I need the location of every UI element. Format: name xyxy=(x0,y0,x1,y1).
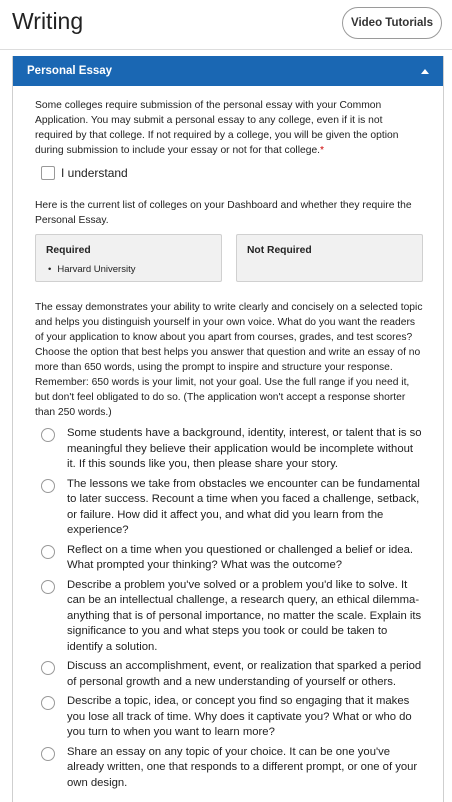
prompt-option-6[interactable] xyxy=(35,694,423,741)
personal-essay-panel xyxy=(12,56,444,802)
prompt-text[interactable]: Share an essay on any topic of your choice. It can be one you've already written, one that responds to a different prompt, or one of your own design. xyxy=(67,745,418,789)
not-required-box xyxy=(236,234,423,282)
required-box xyxy=(35,234,222,282)
required-college-list xyxy=(46,262,211,277)
college-requirement-boxes xyxy=(35,234,423,282)
panel-body xyxy=(13,86,443,791)
prompt-radio[interactable] xyxy=(41,479,55,493)
intro-text-content: Some colleges require submission of the personal essay with your Common Application. You may submit a personal essay to any college, even if it is not required by that college. If not required by a college, you will be given the option during submission to include your essay or not for that college. xyxy=(35,100,399,156)
header-divider xyxy=(0,49,452,50)
acknowledge-label[interactable]: I understand xyxy=(61,165,128,180)
essay-description: The essay demonstrates your ability to write clearly and concisely on a selected topic and helps you distinguish yourself in your own voice. What do you want the readers of your application to know about you apart from courses, grades, and test scores? Choose the option that best helps you answer that question and write an essay of no more than 650 words, using the prompt to inspire and structure your response. Remember: 650 words is your limit, not your goal. Use the full range if you need it, but don't feel obligated to do so. (The application won't accept a response shorter than 250 words.) xyxy=(35,302,423,418)
acknowledge-checkbox[interactable] xyxy=(41,166,55,180)
acknowledge-row[interactable] xyxy=(35,164,423,182)
prompt-option-2[interactable] xyxy=(35,477,423,539)
prompt-radio[interactable] xyxy=(41,545,55,559)
prompt-option-1[interactable] xyxy=(35,426,423,473)
page-header xyxy=(0,0,452,46)
prompt-text[interactable]: Reflect on a time when you questioned or challenged a belief or idea. What prompted your thinking? What was the outcome? xyxy=(67,543,414,571)
prompt-radio[interactable] xyxy=(41,580,55,594)
prompt-radio[interactable] xyxy=(41,428,55,442)
prompt-text[interactable]: The lessons we take from obstacles we encounter can be fundamental to later success. Recount a time when you faced a challenge, setback, or failure. How did it affect you, and what did you learn from the experience? xyxy=(67,477,420,536)
prompt-text[interactable]: Describe a topic, idea, or concept you find so engaging that it makes you lose all track of time. Why does it captivate you? What or who do you turn to when you want to learn more? xyxy=(67,695,412,738)
video-tutorials-button[interactable]: Video Tutorials xyxy=(342,7,442,39)
required-star: * xyxy=(320,145,325,156)
prompt-radio[interactable] xyxy=(41,696,55,710)
required-box-title: Required xyxy=(46,245,91,256)
prompt-options xyxy=(35,426,423,791)
intro-text xyxy=(35,98,423,158)
prompt-option-5[interactable] xyxy=(35,659,423,690)
prompt-text[interactable]: Some students have a background, identity, interest, or talent that is so meaningful they believe their application would be incomplete without it. If this sounds like you, then please share your story. xyxy=(67,427,422,470)
not-required-box-title: Not Required xyxy=(247,245,312,256)
prompt-text[interactable]: Discuss an accomplishment, event, or realization that sparked a period of personal growth and a new understanding of yourself or others. xyxy=(67,660,422,688)
collapse-caret-icon[interactable] xyxy=(421,69,429,74)
prompt-text[interactable]: Describe a problem you've solved or a problem you'd like to solve. It can be an intellectual challenge, a research query, an ethical dilemma-anything that is of personal importance, no matter the scale. Explain its significance to you and what steps you took or could be taken to identify a solution. xyxy=(67,578,422,653)
dashboard-text: Here is the current list of colleges on your Dashboard and whether they require the Personal Essay. xyxy=(35,200,412,226)
prompt-radio[interactable] xyxy=(41,661,55,675)
prompt-option-4[interactable] xyxy=(35,578,423,656)
panel-title: Personal Essay xyxy=(27,65,113,77)
panel-header[interactable] xyxy=(13,56,443,86)
required-college-item: • Harvard University xyxy=(46,262,211,277)
page-title: Writing xyxy=(12,8,84,34)
prompt-radio[interactable] xyxy=(41,747,55,761)
prompt-option-3[interactable] xyxy=(35,543,423,574)
prompt-option-7[interactable] xyxy=(35,745,423,792)
